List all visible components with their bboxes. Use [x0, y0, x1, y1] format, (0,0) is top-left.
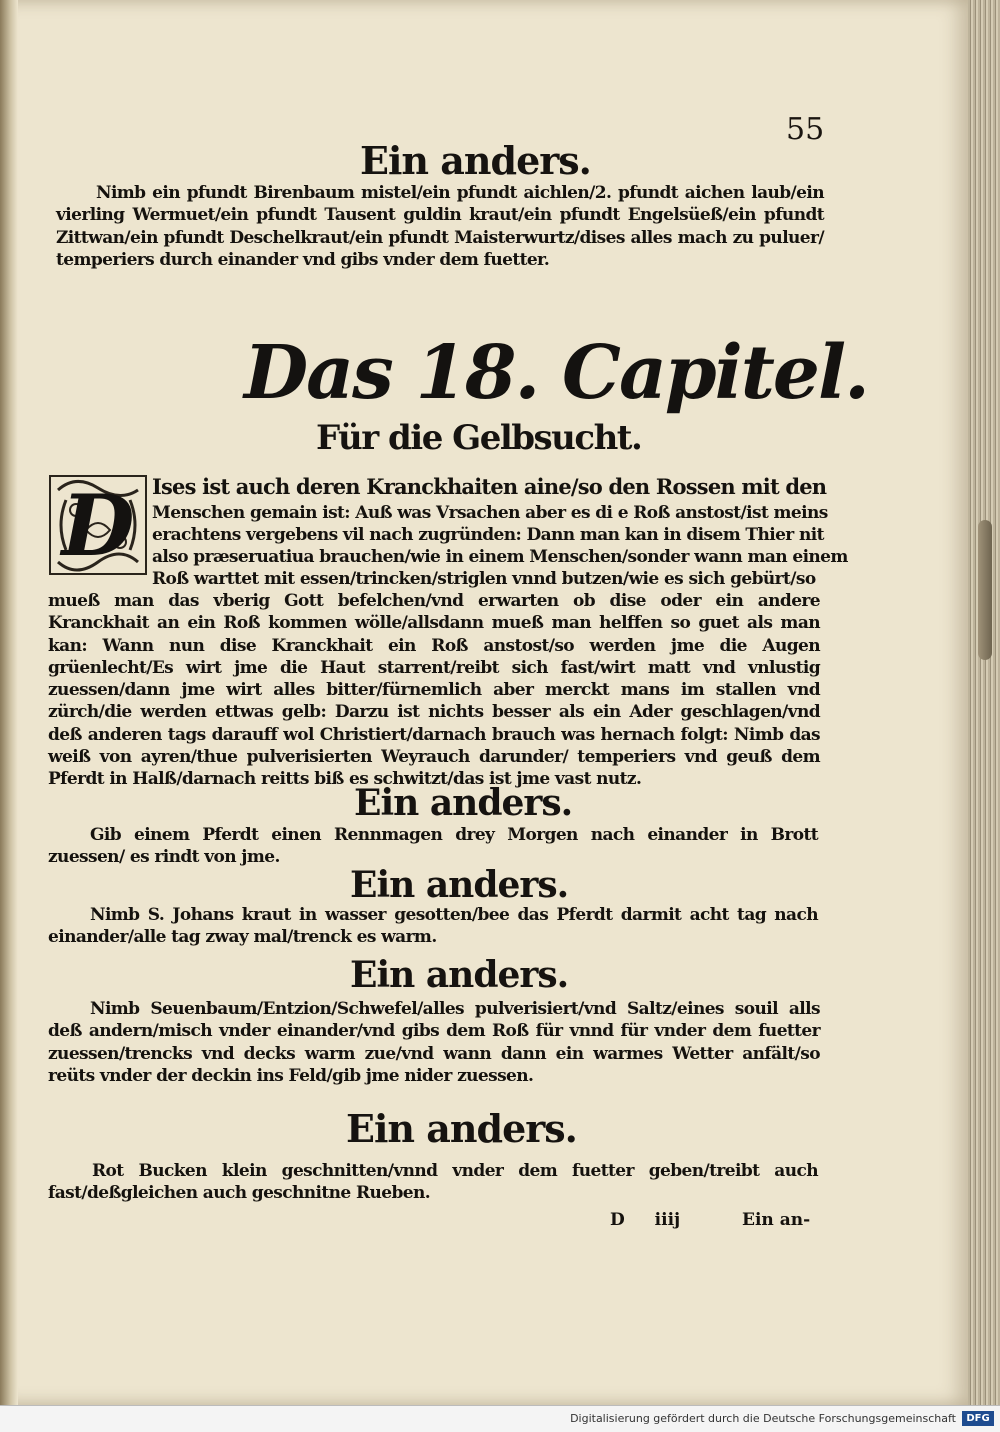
chapter-line-1: Ises ist auch deren Kranckhaiten aine/so den Rossen mit den: [152, 474, 827, 499]
chapter-subtitle: Für die Gelbsucht.: [316, 418, 642, 458]
chapter-line-4: also præseruatiua brauchen/wie in einem Menschen/sonder wann man einem: [152, 547, 848, 567]
section-heading-1: Ein anders.: [360, 138, 591, 183]
section-text-1: Nimb ein pfundt Birenbaum mistel/ein pfundt aichlen/2. pfundt aichen laub/ein vierling Wermuet/ein pfundt Tausent guldin kraut/ein pfundt Engelsüeß/ein pfundt Zittwan/ein pfundt Deschelkraut/ein pfundt Maisterwurtz/dises alles mach zu puluer/ temperiers durch einander vnd gibs vnder dem fuetter.: [56, 183, 824, 270]
digitization-footer: [0, 1405, 1000, 1432]
signature-mark: D iiij: [610, 1210, 681, 1230]
page-edges: [968, 0, 1000, 1405]
page-number: 55: [786, 112, 825, 147]
chapter-title: Das 18. Capitel.: [244, 330, 868, 416]
decorated-initial: [46, 470, 150, 580]
section-text-5: Rot Bucken klein geschnitten/vnnd vnder dem fuetter geben/treibt auch fast/deßgleichen auch geschnitne Rueben.: [48, 1161, 818, 1204]
catchword: Ein an-: [742, 1210, 811, 1230]
section-heading-5: Ein anders.: [346, 1106, 577, 1151]
chapter-line-2: Menschen gemain ist: Auß was Vrsachen aber es di e Roß anstost/ist meins: [152, 503, 828, 523]
page-gutter: [0, 0, 18, 1405]
dfg-logo: DFG: [962, 1411, 994, 1426]
bookmark-ribbon: [978, 520, 992, 660]
section-heading-2: Ein anders.: [354, 782, 573, 824]
initial-letter: D: [61, 476, 135, 575]
chapter-body-text: mueß man das vberig Gott befelchen/vnd erwarten ob dise oder ein andere Kranckhait an ein Roß kommen wölle/allsdann mueß man helffen so guet als man kan: Wann nun dise Kranckhait ein Roß anstost/so werden jme die Augen grüenlecht/Es wirt jme die Haut starrent/reibt sich fast/wirt matt vnd vnlustig zuessen/dann jme wirt alles bitter/fürnemlich aber merckt mans im stallen vnd zürch/die werden ettwas gelb: Darzu ist nichts besser als ein Ader geschlagen/vnd deß anderen tags darauff wol Christiert/darnach brauch was hernach folgt: Nimb das weiß von ayren/thue pulverisierten Weyrauch darunder/ temperiers vnd geuß dem Pferdt in Halß/darnach reitts biß es schwitzt/das ist jme vast nutz.: [48, 591, 820, 790]
section-text-4: Nimb Seuenbaum/Entzion/Schwefel/alles pulverisiert/vnd Saltz/eines souil alls deß andern/misch vnder einander/vnd gibs dem Roß für vnnd für vnder dem fuetter zuessen/trencks vnd decks warm zue/vnd wann dann ein warmes Wetter anfält/so reüts vnder der deckin ins Feld/gib jme nider zuessen.: [48, 999, 820, 1086]
footer-credit: Digitalisierung gefördert durch die Deutsche Forschungsgemeinschaft: [570, 1412, 956, 1425]
chapter-line-3: erachtens vergebens vil nach zugründen: Dann man kan in disem Thier nit: [152, 525, 824, 545]
chapter-line-5: Roß warttet mit essen/trincken/striglen vnnd butzen/wie es sich gebürt/so: [152, 569, 816, 589]
section-text-3: Nimb S. Johans kraut in wasser gesotten/bee das Pferdt darmit acht tag nach einander/alle tag zway mal/trenck es warm.: [48, 905, 818, 948]
section-heading-4: Ein anders.: [350, 954, 569, 996]
section-heading-3: Ein anders.: [350, 864, 569, 906]
section-text-2: Gib einem Pferdt einen Rennmagen drey Morgen nach einander in Brott zuessen/ es rindt von jme.: [48, 825, 818, 868]
